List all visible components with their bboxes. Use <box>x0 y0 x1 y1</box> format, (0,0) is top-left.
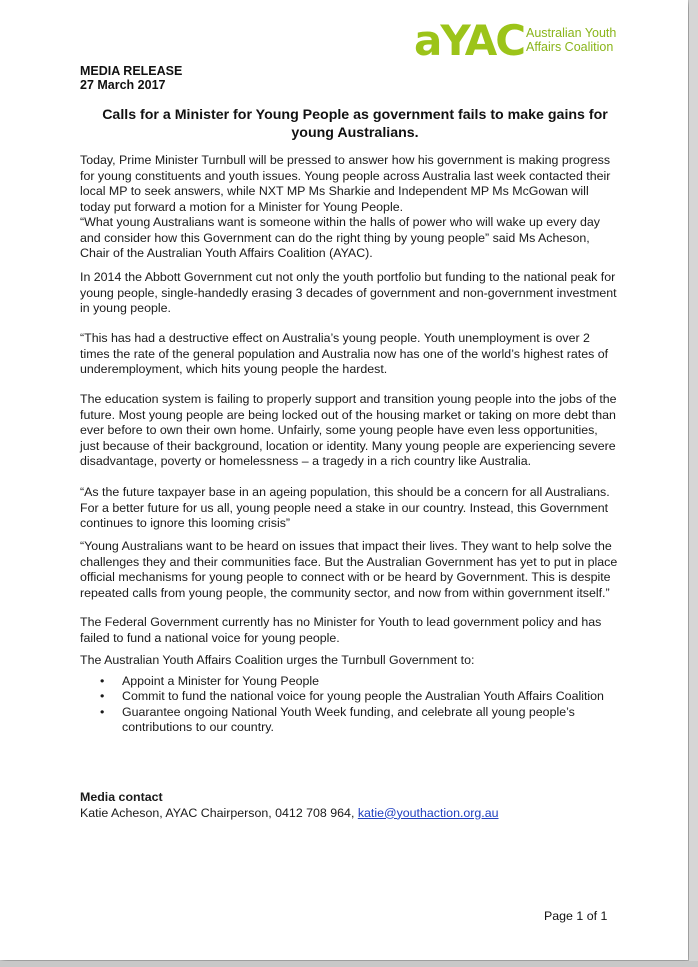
logo-line-2: Affairs Coalition <box>526 40 614 54</box>
bullet-glyph: • <box>100 689 105 704</box>
paragraph: Today, Prime Minister Turnbull will be pressed to answer how his government is making progress for young constituents and youth issues. Young people across Australia last week contacted their local MP to seek answers, while NXT MP Ms Sharkie and Independent MP Ms McGowan will today put forward a motion for a Minister for Young People. <box>80 153 611 214</box>
logo-line-1: Australian Youth <box>526 26 617 40</box>
list-item <box>80 689 620 704</box>
media-contact-heading: Media contact <box>80 790 163 804</box>
media-contact-line <box>80 806 499 822</box>
bullet-glyph: • <box>100 704 105 719</box>
paragraph: “This has had a destructive effect on Australia’s young people. Youth unemployment is over 2 times the rate of the general population and Australia now has one of the world’s highest rates of underemployment, which hits young people the hardest. <box>80 331 609 377</box>
page-number: Page 1 of 1 <box>544 909 608 923</box>
list-item <box>80 705 620 736</box>
paragraph: The education system is failing to properly support and transition young people into the jobs of the future. Most young people are being locked out of the housing market or taking on more debt than ever before to own their own home. Unfairly, some young people have even less opportunities, just because of their background, location or identity. Many young people are experiencing severe disadvantage, poverty or homelessness – a tragedy in a rich country like Australia. <box>80 392 617 469</box>
contact-details: Katie Acheson, AYAC Chairperson, 0412 708 964, <box>80 805 358 820</box>
page-edge-right <box>689 0 698 967</box>
list-item-text: Commit to fund the national voice for young people the Australian Youth Affairs Coalition <box>122 689 604 704</box>
paragraph: The Federal Government currently has no Minister for Youth to lead government policy and has failed to fund a national voice for young people. <box>80 615 602 645</box>
media-release-label: MEDIA RELEASE <box>80 64 183 78</box>
release-date: 27 March 2017 <box>80 78 166 92</box>
media-contact <box>80 790 499 821</box>
ayac-logo <box>414 16 664 68</box>
paragraph: “What young Australians want is someone within the halls of power who will wake up every day and consider how this Government can do the right thing by young people” said Ms Acheson, Chair of the Australian Youth Affairs Coalition (AYAC). <box>80 215 600 261</box>
contact-email-link[interactable]: katie@youthaction.org.au <box>357 805 499 820</box>
headline: Calls for a Minister for Young People as government fails to make gains for young Australians. <box>102 107 608 141</box>
list-item-text: Appoint a Minister for Young People <box>122 674 320 688</box>
bullet-glyph: • <box>100 674 105 688</box>
list-item <box>80 674 620 689</box>
list-item-text: Guarantee ongoing National Youth Week funding, and celebrate all young people’s contributions to our country. <box>122 704 575 735</box>
paragraph: In 2014 the Abbott Government cut not only the youth portfolio but funding to the national peak for young people, single-handedly erasing 3 decades of government and non-government investment in young people. <box>80 270 617 316</box>
release-meta <box>80 64 182 92</box>
paragraph: “As the future taxpayer base in an ageing population, this should be a concern for all Australians. For a better future for us all, young people need a stake in our country. Instead, this Government continues to ignore this looming crisis” <box>80 485 610 531</box>
page-edge-bottom <box>0 961 698 967</box>
paragraph: The Australian Youth Affairs Coalition urges the Turnbull Government to: <box>80 653 475 667</box>
logo-mark: aYAC <box>414 16 525 65</box>
logo-wordmark <box>526 26 616 54</box>
paragraph: “Young Australians want to be heard on issues that impact their lives. They want to help solve the challenges they and their communities face. But the Australian Government has yet to put in place official mechanisms for young people to connect with or be heard by Government. This is despite repeated calls from young people, the community sector, and now from within government itself.” <box>80 539 618 600</box>
recommendation-list <box>80 674 620 736</box>
release-body <box>80 153 620 736</box>
